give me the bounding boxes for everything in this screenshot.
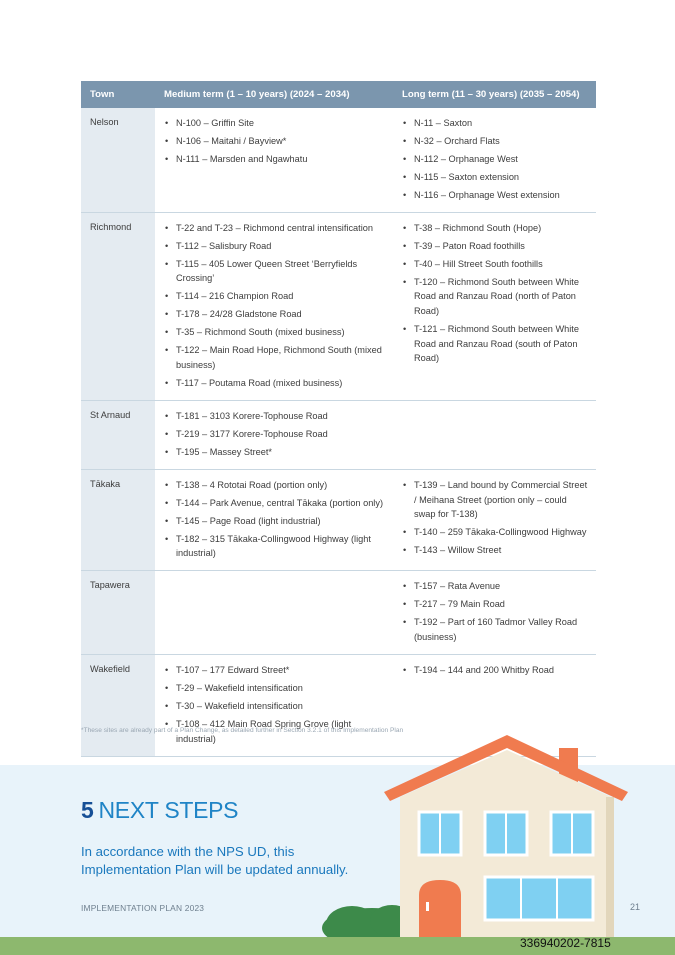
site-item: • T-39 – Paton Road foothills (402, 239, 590, 254)
site-item: • T-178 – 24/28 Gladstone Road (164, 307, 387, 322)
section-title: NEXT STEPS (98, 797, 239, 823)
site-item: • T-29 – Wakefield intensification (164, 681, 387, 696)
site-item: • T-192 – Part of 160 Tadmor Valley Road (business) (402, 615, 590, 644)
site-item: • T-38 – Richmond South (Hope) (402, 221, 590, 236)
site-item: • T-40 – Hill Street South foothills (402, 257, 590, 272)
door-shape (419, 880, 461, 937)
page-number: 21 (630, 902, 641, 912)
site-item: • T-143 – Willow Street (402, 543, 590, 558)
site-item: • T-35 – Richmond South (mixed business) (164, 325, 387, 340)
site-item: • T-107 – 177 Edward Street* (164, 663, 387, 678)
site-item: • T-181 – 3103 Korere-Tophouse Road (164, 409, 387, 424)
site-item: • N-106 – Maitahi / Bayview* (164, 134, 387, 149)
site-item: • T-122 – Main Road Hope, Richmond South (mixed business) (164, 343, 387, 372)
town-cell: Tākaka (81, 470, 155, 571)
footer-label: IMPLEMENTATION PLAN 2023 (81, 903, 205, 913)
town-cell: Wakefield (81, 655, 155, 756)
site-item: • T-140 – 259 Tākaka-Collingwood Highway (402, 525, 590, 540)
section-intro: In accordance with the NPS UD, this Implementation Plan will be updated annually. (81, 844, 349, 877)
header-town: Town (90, 89, 115, 100)
section-heading (81, 797, 238, 824)
site-item: • T-120 – Richmond South between White Road and Ranzau Road (north of Paton Road) (402, 275, 590, 319)
site-item: • T-139 – Land bound by Commercial Street / Meihana Street (portion only – could swap for T-138) (402, 478, 590, 522)
town-cell: Nelson (81, 108, 155, 212)
site-item: • N-11 – Saxton (402, 116, 590, 131)
header-long-term: Long term (11 – 30 years) (2035 – 2054) (402, 89, 580, 100)
site-item: • N-112 – Orphanage West (402, 152, 590, 167)
section-number: 5 (81, 797, 94, 823)
site-item: • T-115 – 405 Lower Queen Street ‘Berryfields Crossing’ (164, 257, 387, 286)
site-item: • T-22 and T-23 – Richmond central intensification (164, 221, 387, 236)
site-item: • T-121 – Richmond South between White Road and Ranzau Road (south of Paton Road) (402, 322, 590, 366)
site-item: • N-115 – Saxton extension (402, 170, 590, 185)
header-medium-term: Medium term (1 – 10 years) (2024 – 2034) (164, 89, 350, 100)
site-item: • T-182 – 315 Tākaka-Collingwood Highway (light industrial) (164, 532, 387, 561)
site-item: • N-32 – Orchard Flats (402, 134, 590, 149)
footnote: *These sites are already part of a Plan Change, as detailed further in Section 3.2.1 of this Implementation Plan (81, 727, 404, 734)
site-item: • T-138 – 4 Rototai Road (portion only) (164, 478, 387, 493)
site-item: • N-111 – Marsden and Ngawhatu (164, 152, 387, 167)
site-item: • N-100 – Griffin Site (164, 116, 387, 131)
site-item: • T-217 – 79 Main Road (402, 597, 590, 612)
site-item: • T-117 – Poutama Road (mixed business) (164, 376, 387, 391)
site-item: • T-30 – Wakefield intensification (164, 699, 387, 714)
town-cell: St Arnaud (81, 401, 155, 469)
document-id: 336940202-7815 (520, 936, 611, 950)
town-cell: Richmond (81, 213, 155, 400)
site-item: • T-144 – Park Avenue, central Tākaka (portion only) (164, 496, 387, 511)
site-item: • T-195 – Massey Street* (164, 445, 387, 460)
site-item: • N-116 – Orphanage West extension (402, 188, 590, 203)
town-cell: Tapawera (81, 571, 155, 654)
site-item: • T-112 – Salisbury Road (164, 239, 387, 254)
site-item: • T-157 – Rata Avenue (402, 579, 590, 594)
site-item: • T-145 – Page Road (light industrial) (164, 514, 387, 529)
site-item: • T-114 – 216 Champion Road (164, 289, 387, 304)
site-item: • T-194 – 144 and 200 Whitby Road (402, 663, 590, 678)
site-item: • T-108 – 412 Main Road Spring Grove (light industrial) (164, 717, 387, 746)
site-item: • T-219 – 3177 Korere-Tophouse Road (164, 427, 387, 442)
